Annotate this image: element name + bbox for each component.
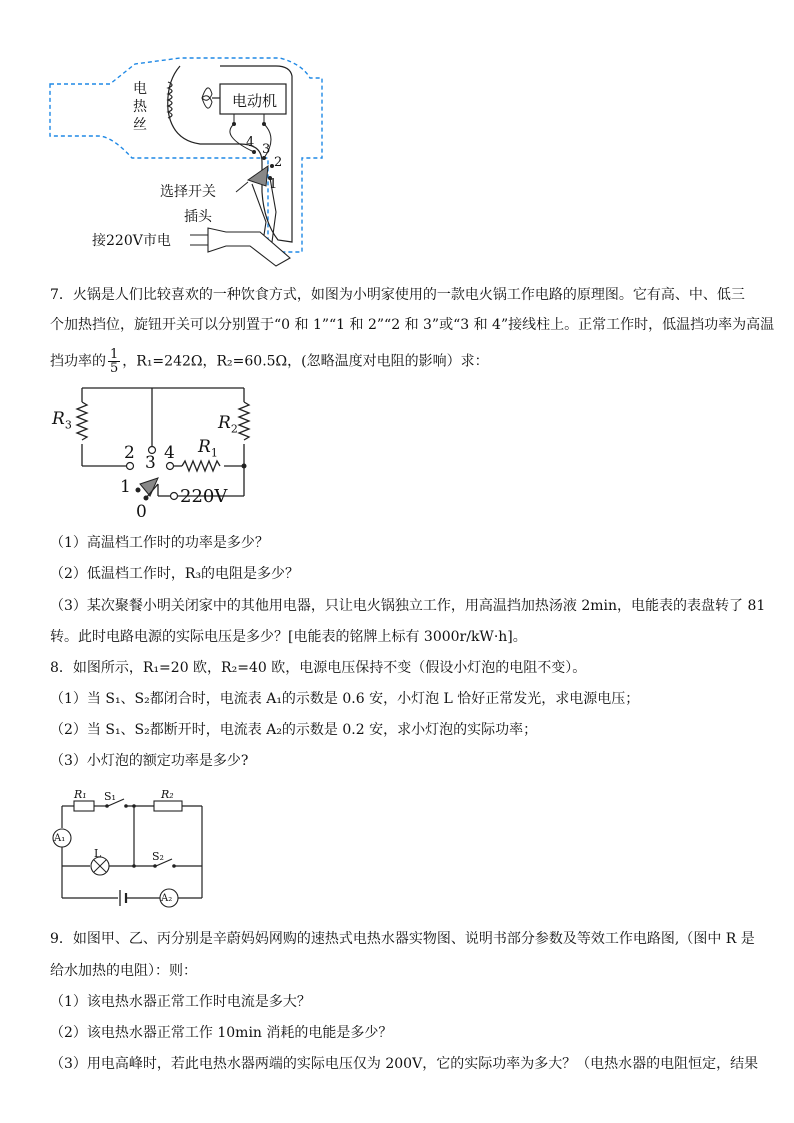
terminal-2: 2 (274, 155, 283, 170)
hairdryer-figure (40, 52, 340, 282)
q8-a2-label: A₂ (161, 893, 173, 904)
q7-line3 (50, 348, 489, 375)
q7-sub2: （2）低温档工作时，R₃的电阻是多少？ (50, 566, 300, 582)
q8-sub3: （3）小灯泡的额定功率是多少? (50, 753, 249, 769)
q7-terminal-1: 1 (120, 477, 131, 497)
q9-line2: 给水加热的电阻）：则： (50, 963, 197, 979)
q9-sub1: （1）该电热水器正常工作时电流是多大？ (50, 994, 311, 1010)
q9-sub3: （3）用电高峰时，若此电热水器两端的实际电压仅为 200V，它的实际功率为多大？（电热水器的电阻恒定，结果 (50, 1056, 759, 1072)
heater-label-1: 电 (133, 81, 147, 97)
q9-sub2: （2）该电热水器正常工作 10min 消耗的电能是多少？ (50, 1025, 393, 1041)
q8-l-label: L (94, 847, 102, 860)
q7-r1-label (198, 438, 218, 462)
q7-circuit-diagram (48, 380, 268, 520)
mains-label: 接220V市电 (92, 233, 171, 249)
terminal-1: 1 (269, 177, 278, 192)
q8-s1-label: S₁ (104, 790, 116, 803)
q7-terminal-3: 3 (145, 453, 156, 473)
q7-r1-sub: 1 (210, 446, 218, 460)
q7-circuit-figure (48, 380, 268, 520)
q8-r1-label: R₁ (74, 788, 87, 801)
q8-circuit-figure (44, 784, 214, 914)
heater-label-3: 丝 (133, 117, 147, 133)
q7-voltage-label: 220V (180, 486, 228, 507)
q7-r1-symbol: R (198, 437, 211, 457)
q7-line3-post: ，R₁=242Ω，R₂=60.5Ω，(忽略温度对电阻的影响）求： (122, 353, 489, 370)
q7-sub3b: 转。此时电路电源的实际电压是多少？[电能表的铭牌上标有 3000r/kW·h]。 (50, 629, 527, 645)
q7-r3-sub: 3 (64, 418, 72, 432)
q7-line1: 7．火锅是人们比较喜欢的一种饮食方式，如图为小明家使用的一款电火锅工作电路的原理图。它有高、中、低三 (50, 287, 745, 303)
q7-r2-label (218, 414, 238, 438)
q7-r2-symbol: R (218, 413, 231, 433)
q8-r2-label: R₂ (161, 788, 174, 801)
q7-sub3a: （3）某次聚餐小明关闭家中的其他用电器，只让电火锅独立工作，用高温挡加热汤液 2min，电能表的表盘转了 81 (50, 598, 766, 614)
q7-fraction-num: 1 (110, 347, 119, 362)
q8-s2-label: S₂ (152, 850, 164, 863)
q7-line2: 个加热挡位，旋钮开关可以分别置于“0 和 1”“1 和 2”“2 和 3”或“3 和 4”接线柱上。正常工作时，低温挡功率为高温 (50, 317, 775, 333)
hairdryer-diagram (40, 52, 340, 282)
q7-fraction-den: 5 (110, 361, 119, 376)
q8-line1: 8．如图所示，R₁=20 欧，R₂=40 欧，电源电压保持不变（假设小灯泡的电阻不变）。 (50, 660, 587, 676)
motor-label: 电动机 (232, 92, 278, 110)
q7-fraction (108, 348, 120, 375)
q8-sub1: （1）当 S₁、S₂都闭合时，电流表 A₁的示数是 0.6 安，小灯泡 L 恰好正常发光，求电源电压； (50, 691, 640, 707)
terminal-3: 3 (262, 142, 271, 157)
q7-r3-symbol: R (52, 409, 65, 429)
q7-terminal-4: 4 (164, 443, 175, 463)
q8-a1-label: A₁ (54, 833, 66, 844)
heater-label-2: 热 (133, 99, 147, 115)
q9-line1: 9．如图甲、乙、丙分别是辛蔚妈妈网购的速热式电热水器实物图、说明书部分参数及等效工作电路图,（图中 R 是 (50, 931, 755, 947)
q8-sub2: （2）当 S₁、S₂都断开时，电流表 A₂的示数是 0.2 安，求小灯泡的实际功率； (50, 722, 538, 738)
q7-terminal-2: 2 (124, 443, 135, 463)
q7-sub1: （1）高温档工作时的功率是多少？ (50, 535, 269, 551)
q7-r3-label (52, 410, 72, 434)
q7-terminal-0: 0 (136, 502, 147, 522)
q7-r2-sub: 2 (230, 422, 238, 436)
q7-line3-pre: 挡功率的 (50, 353, 106, 370)
switch-label: 选择开关 (160, 184, 216, 200)
q8-circuit-diagram (44, 784, 214, 914)
plug-label: 插头 (184, 209, 212, 225)
terminal-4: 4 (246, 135, 255, 150)
